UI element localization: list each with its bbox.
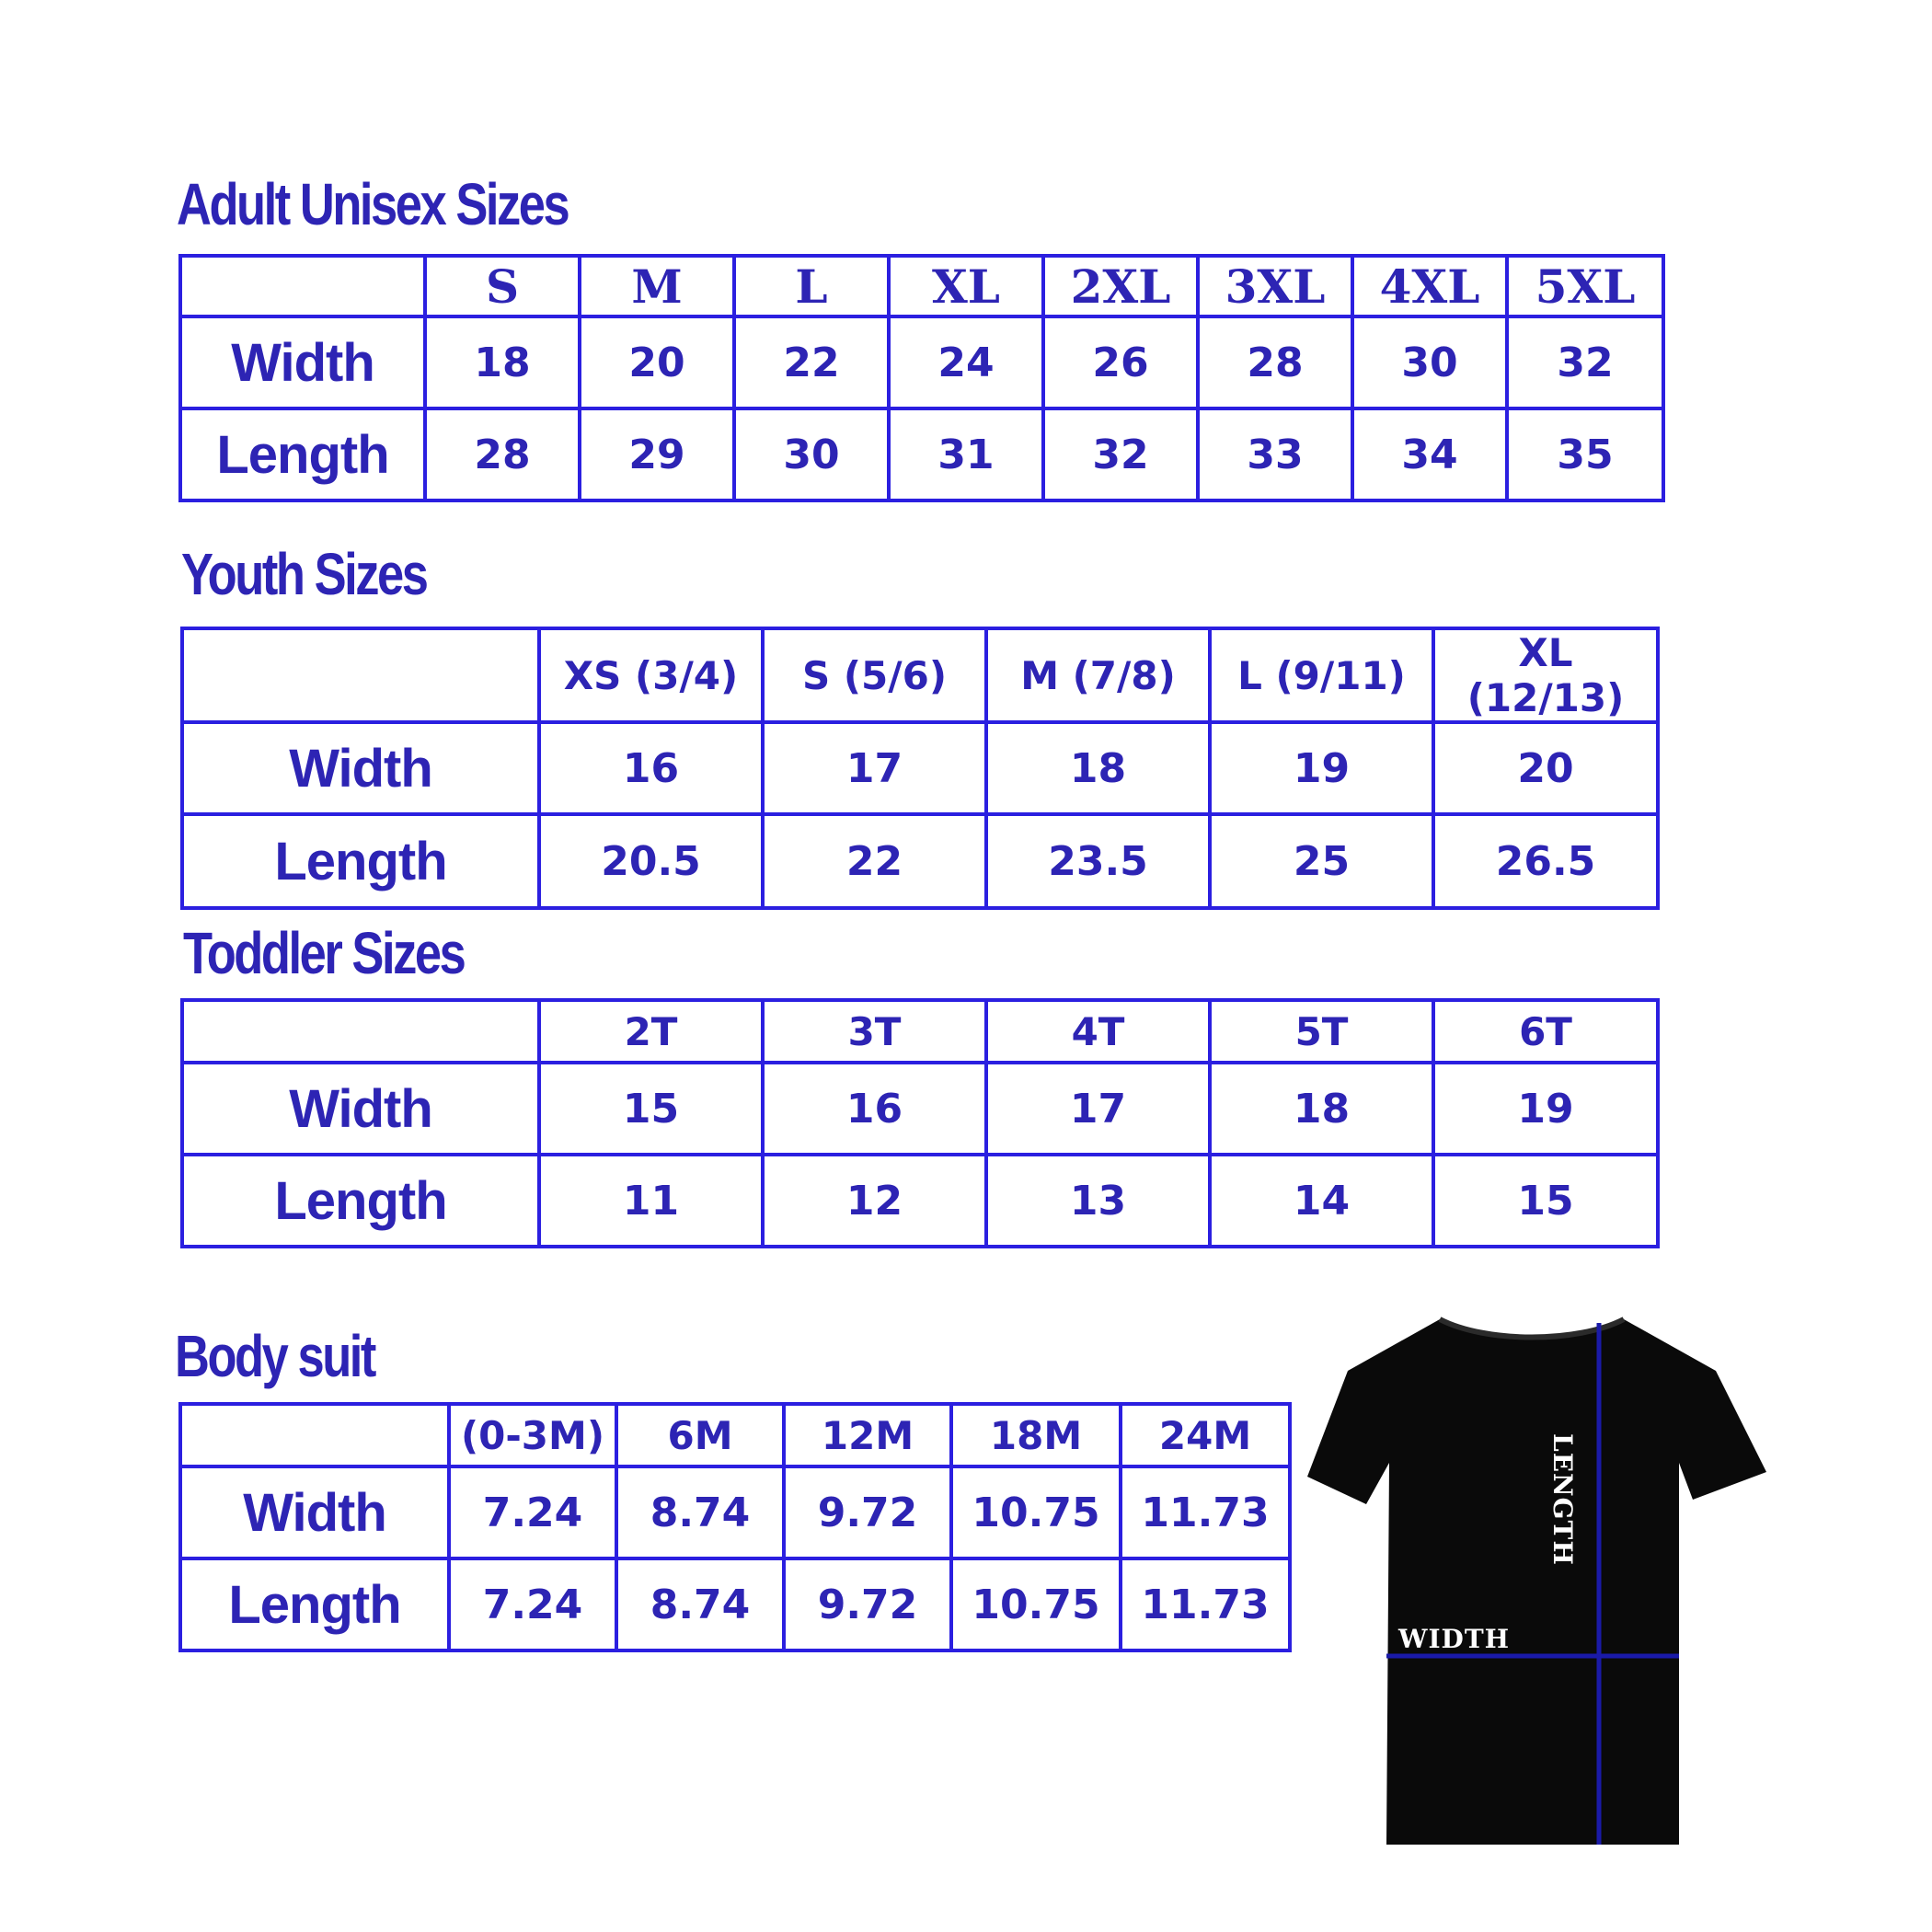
- row-label-length: Length: [180, 408, 425, 500]
- table-corner-cell: [182, 628, 539, 722]
- table-corner-cell: [180, 1404, 449, 1466]
- table-cell: 13: [986, 1155, 1210, 1247]
- table-cell: 16: [539, 722, 763, 814]
- size-header: S: [425, 256, 580, 316]
- table-cell: 30: [1352, 316, 1507, 408]
- table-cell: 22: [734, 316, 889, 408]
- size-header: 3XL: [1198, 256, 1352, 316]
- table-cell: 32: [1507, 316, 1663, 408]
- table-cell: 11.73: [1121, 1558, 1290, 1650]
- table-corner-cell: [182, 1000, 539, 1063]
- table-cell: 15: [1433, 1155, 1658, 1247]
- youth-size-table: [180, 627, 1660, 910]
- row-label-width: Width: [180, 316, 425, 408]
- table-cell: 28: [425, 408, 580, 500]
- table-cell: 8.74: [616, 1466, 784, 1558]
- row-label-length: Length: [182, 814, 539, 908]
- table-cell: 20: [1433, 722, 1658, 814]
- table-cell: 34: [1352, 408, 1507, 500]
- toddler-size-table: [180, 998, 1660, 1248]
- size-header: 2T: [539, 1000, 763, 1063]
- bodysuit-section-title: Body suit: [175, 1323, 374, 1389]
- table-cell: 26: [1043, 316, 1198, 408]
- table-row: [180, 408, 1663, 500]
- table-cell: 11.73: [1121, 1466, 1290, 1558]
- row-label-width: Width: [180, 1466, 449, 1558]
- size-header: M (7/8): [986, 628, 1210, 722]
- table-corner-cell: [180, 256, 425, 316]
- table-row: [182, 722, 1658, 814]
- table-cell: 23.5: [986, 814, 1210, 908]
- width-label: WIDTH: [1398, 1624, 1511, 1654]
- table-cell: 8.74: [616, 1558, 784, 1650]
- table-cell: 19: [1433, 1063, 1658, 1155]
- bodysuit-size-table: [178, 1402, 1292, 1652]
- table-cell: 18: [1210, 1063, 1433, 1155]
- size-header: XL (12/13): [1433, 628, 1658, 722]
- table-row: [182, 814, 1658, 908]
- size-header: 3T: [763, 1000, 986, 1063]
- table-cell: 32: [1043, 408, 1198, 500]
- size-header: L: [734, 256, 889, 316]
- table-cell: 16: [763, 1063, 986, 1155]
- table-cell: 24: [889, 316, 1043, 408]
- row-label-length: Length: [182, 1155, 539, 1247]
- table-cell: 14: [1210, 1155, 1433, 1247]
- table-cell: 11: [539, 1155, 763, 1247]
- table-cell: 30: [734, 408, 889, 500]
- adult-size-table: [178, 254, 1665, 502]
- size-header: XS (3/4): [539, 628, 763, 722]
- table-cell: 31: [889, 408, 1043, 500]
- table-cell: 7.24: [449, 1558, 616, 1650]
- size-header: 4T: [986, 1000, 1210, 1063]
- table-cell: 15: [539, 1063, 763, 1155]
- table-cell: 7.24: [449, 1466, 616, 1558]
- size-header: M: [580, 256, 734, 316]
- table-cell: 12: [763, 1155, 986, 1247]
- size-header: 5T: [1210, 1000, 1433, 1063]
- size-header: (0-3M): [449, 1404, 616, 1466]
- size-header: 5XL: [1507, 256, 1663, 316]
- size-header: 4XL: [1352, 256, 1507, 316]
- table-cell: 10.75: [951, 1558, 1121, 1650]
- youth-section-title: Youth Sizes: [181, 541, 427, 607]
- table-row: [182, 1063, 1658, 1155]
- table-cell: 9.72: [784, 1558, 951, 1650]
- table-cell: 22: [763, 814, 986, 908]
- size-header: S (5/6): [763, 628, 986, 722]
- table-cell: 29: [580, 408, 734, 500]
- table-cell: 9.72: [784, 1466, 951, 1558]
- table-cell: 10.75: [951, 1466, 1121, 1558]
- tshirt-graphic: [1302, 1316, 1771, 1849]
- table-row: [180, 316, 1663, 408]
- adult-section-title: Adult Unisex Sizes: [177, 171, 569, 237]
- size-header: 24M: [1121, 1404, 1290, 1466]
- size-header: 6M: [616, 1404, 784, 1466]
- table-cell: 33: [1198, 408, 1352, 500]
- table-cell: 25: [1210, 814, 1433, 908]
- table-cell: 18: [986, 722, 1210, 814]
- tshirt-icon: [1307, 1319, 1766, 1845]
- row-label-width: Width: [182, 1063, 539, 1155]
- table-cell: 17: [763, 722, 986, 814]
- row-label-width: Width: [182, 722, 539, 814]
- table-cell: 17: [986, 1063, 1210, 1155]
- size-header: 6T: [1433, 1000, 1658, 1063]
- table-row: [182, 1155, 1658, 1247]
- table-row: [180, 1558, 1290, 1650]
- size-header: XL: [889, 256, 1043, 316]
- size-header: L (9/11): [1210, 628, 1433, 722]
- length-label: LENGTH: [1547, 1433, 1578, 1566]
- toddler-section-title: Toddler Sizes: [183, 920, 465, 986]
- table-cell: 28: [1198, 316, 1352, 408]
- table-cell: 19: [1210, 722, 1433, 814]
- table-cell: 20.5: [539, 814, 763, 908]
- size-header: 18M: [951, 1404, 1121, 1466]
- table-cell: 18: [425, 316, 580, 408]
- tshirt-measurement-illustration: [1302, 1316, 1771, 1849]
- table-cell: 26.5: [1433, 814, 1658, 908]
- size-header: 12M: [784, 1404, 951, 1466]
- table-cell: 20: [580, 316, 734, 408]
- size-header: 2XL: [1043, 256, 1198, 316]
- table-row: [180, 1466, 1290, 1558]
- row-label-length: Length: [180, 1558, 449, 1650]
- table-cell: 35: [1507, 408, 1663, 500]
